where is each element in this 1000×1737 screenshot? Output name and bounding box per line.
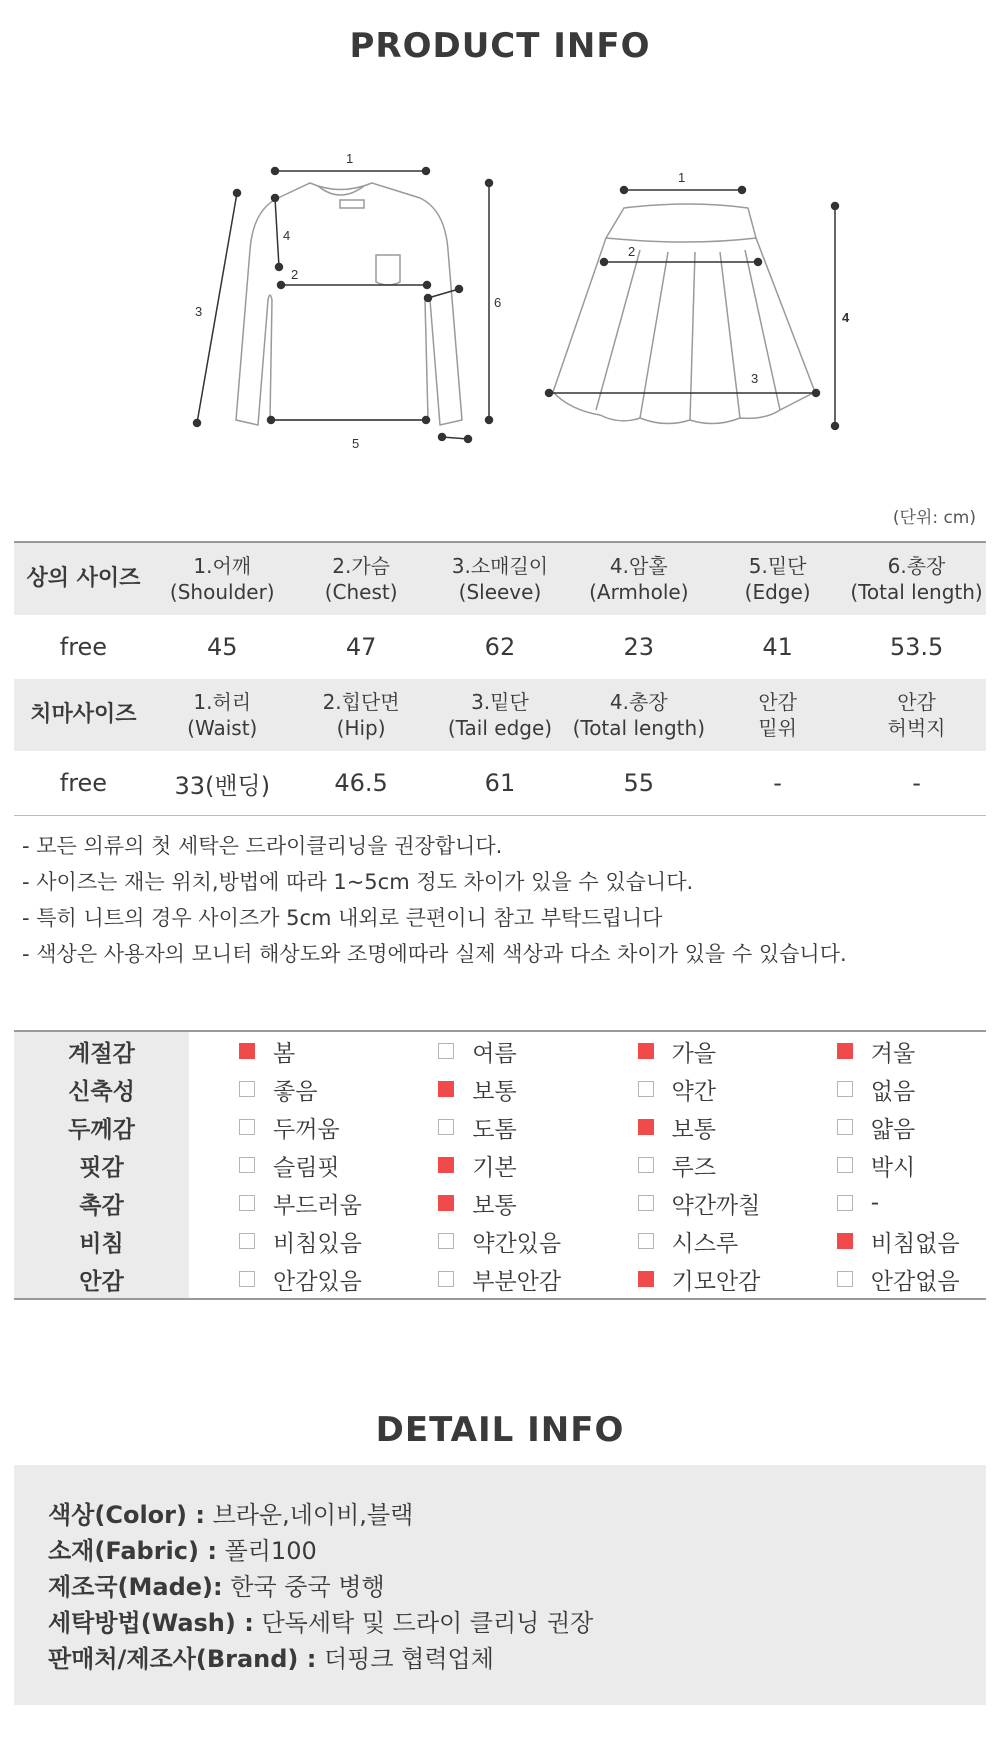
checked-box-icon (638, 1043, 654, 1059)
feel-option (588, 1263, 787, 1296)
feel-option (189, 1111, 388, 1144)
feel-option-cell (588, 1031, 787, 1070)
top-size-header-cell: 4.암홀 (Armhole) (569, 542, 708, 615)
skirt-size-header-label: 치마사이즈 (14, 679, 153, 751)
feel-option-cell (588, 1146, 787, 1184)
feel-option (388, 1187, 587, 1220)
top-size-cell: 45 (153, 615, 292, 680)
checked-box-icon (239, 1043, 255, 1059)
checked-box-icon (638, 1119, 654, 1135)
detail-row-fabric (48, 1531, 317, 1566)
feel-row (14, 1031, 986, 1070)
skirt-size-cell: free (14, 751, 153, 816)
detail-key: 소재(Fabric) : (48, 1537, 217, 1565)
feel-option-cell (388, 1184, 587, 1222)
feel-option (787, 1111, 986, 1144)
feel-option-label: 도톰 (472, 1116, 517, 1143)
feel-category: 핏감 (14, 1146, 189, 1184)
feel-option-label: 약간있음 (472, 1230, 562, 1257)
feel-category: 비침 (14, 1222, 189, 1260)
feel-option (588, 1111, 787, 1144)
feel-option-label: 비침있음 (273, 1230, 362, 1257)
skirt-size-header-cell: 4.총장 (Total length) (569, 679, 708, 751)
feel-option (588, 1035, 787, 1068)
top-measure-labels (195, 151, 501, 451)
feel-option-cell (787, 1108, 986, 1146)
checked-box-icon (837, 1233, 853, 1249)
feel-option-label: 기모안감 (671, 1268, 761, 1295)
feel-option-cell (189, 1146, 388, 1184)
feel-option (588, 1149, 787, 1182)
feel-option (787, 1149, 986, 1182)
detail-row-brand (48, 1639, 494, 1674)
feel-option-cell (787, 1031, 986, 1070)
skirt-label-3: 3 (751, 371, 759, 386)
feel-option-cell (388, 1260, 587, 1299)
feel-option (388, 1149, 587, 1182)
top-size-header-cell: 1.어깨 (Shoulder) (153, 542, 292, 615)
feel-option-cell (189, 1070, 388, 1108)
feel-option (588, 1225, 787, 1258)
feel-option-label: 보통 (671, 1116, 716, 1143)
detail-row-color (48, 1495, 413, 1530)
feel-option (189, 1187, 388, 1220)
product-info-title: PRODUCT INFO (349, 26, 651, 66)
skirt-measure-labels (628, 170, 850, 386)
top-size-value-row (14, 615, 986, 680)
detail-value: 단독세탁 및 드라이 클리닝 권장 (261, 1609, 594, 1637)
unchecked-box-icon (239, 1233, 255, 1249)
feel-row (14, 1108, 986, 1146)
top-label-1: 1 (346, 151, 354, 166)
feel-option-label: 겨울 (870, 1040, 916, 1067)
feel-option-label: 기본 (472, 1154, 517, 1181)
feel-category: 안감 (14, 1260, 189, 1299)
feel-option (388, 1111, 587, 1144)
top-label-2: 2 (291, 267, 299, 282)
feel-option-cell (388, 1108, 587, 1146)
feel-option-label: 부분안감 (472, 1268, 562, 1295)
top-label-5: 5 (352, 436, 360, 451)
feel-option-label: 시스루 (671, 1230, 739, 1257)
detail-key: 세탁방법(Wash) : (48, 1609, 254, 1637)
unchecked-box-icon (638, 1081, 654, 1097)
feel-option-label: 안감있음 (273, 1268, 362, 1295)
feel-option-cell (787, 1260, 986, 1299)
care-note: - 사이즈는 재는 위치,방법에 따라 1~5cm 정도 차이가 있을 수 있습니다. (22, 870, 694, 894)
top-size-header-cell: 2.가슴 (Chest) (292, 542, 431, 615)
top-size-cell: free (14, 615, 153, 680)
feel-option (787, 1263, 986, 1296)
detail-info-panel (14, 1465, 986, 1705)
feel-option-label: 부드러움 (273, 1192, 362, 1219)
unchecked-box-icon (837, 1157, 853, 1173)
feel-option-cell (388, 1222, 587, 1260)
top-size-header-cell: 5.밑단 (Edge) (708, 542, 847, 615)
feel-category: 계절감 (14, 1031, 189, 1070)
top-label-3: 3 (195, 304, 203, 319)
skirt-label-4: 4 (842, 310, 850, 325)
feel-option-label: 약간까칠 (671, 1192, 761, 1219)
skirt-size-header-cell: 안감 밑위 (708, 679, 847, 751)
top-size-table (14, 541, 986, 681)
checked-box-icon (438, 1157, 454, 1173)
unit-note: (단위: cm) (892, 508, 976, 528)
feel-option (388, 1225, 587, 1258)
skirt-size-cell: 55 (569, 751, 708, 816)
feel-option-cell (189, 1108, 388, 1146)
top-label-6: 6 (494, 295, 502, 310)
unchecked-box-icon (638, 1195, 654, 1211)
skirt-label-1: 1 (678, 170, 686, 185)
top-size-cell: 53.5 (847, 615, 986, 680)
skirt-size-cell: 33(밴딩) (153, 751, 292, 816)
feel-row (14, 1146, 986, 1184)
skirt-size-header-row (14, 679, 986, 751)
detail-value: 더핑크 협력업체 (324, 1645, 494, 1673)
checked-box-icon (638, 1271, 654, 1287)
skirt-size-value-row (14, 751, 986, 816)
feel-option-cell (588, 1222, 787, 1260)
feel-row (14, 1260, 986, 1299)
feel-option-label: 좋음 (273, 1078, 318, 1105)
feel-option-label: 슬림핏 (273, 1154, 340, 1181)
detail-value: 브라운,네이비,블랙 (212, 1501, 414, 1529)
unchecked-box-icon (438, 1271, 454, 1287)
checked-box-icon (438, 1195, 454, 1211)
care-note: - 모든 의류의 첫 세탁은 드라이클리닝을 권장합니다. (22, 834, 503, 858)
feel-option-label: 약간 (671, 1078, 716, 1105)
top-size-header-cell: 3.소매길이 (Sleeve) (431, 542, 570, 615)
feel-option-label: 루즈 (671, 1154, 716, 1181)
feel-option (189, 1149, 388, 1182)
top-size-header-cell: 6.총장 (Total length) (847, 542, 986, 615)
feel-option-cell (588, 1260, 787, 1299)
skirt-size-table (14, 679, 986, 816)
detail-row-wash (48, 1603, 593, 1638)
unchecked-box-icon (837, 1195, 853, 1211)
skirt-measure-lines (546, 187, 839, 430)
skirt-size-cell: - (847, 751, 986, 816)
care-note: - 색상은 사용자의 모니터 해상도와 조명에따라 실제 색상과 다소 차이가 있을 수 있습니다. (22, 942, 847, 966)
feel-option-cell (588, 1184, 787, 1222)
feel-option-cell (388, 1031, 587, 1070)
feel-option-cell (787, 1070, 986, 1108)
feel-category: 신축성 (14, 1070, 189, 1108)
skirt-label-2: 2 (628, 244, 636, 259)
feel-option-label: 여름 (472, 1040, 517, 1067)
checked-box-icon (837, 1043, 853, 1059)
feel-option (388, 1263, 587, 1296)
feel-option-label: 가을 (671, 1040, 716, 1067)
feel-option-cell (189, 1222, 388, 1260)
feel-option-label: 두꺼움 (273, 1116, 340, 1143)
detail-key: 색상(Color) : (48, 1501, 205, 1529)
unchecked-box-icon (239, 1119, 255, 1135)
unchecked-box-icon (837, 1271, 853, 1287)
top-garment-illustration (236, 183, 462, 425)
unchecked-box-icon (837, 1119, 853, 1135)
feel-option (189, 1225, 388, 1258)
unchecked-box-icon (438, 1233, 454, 1249)
feel-option-label: 박시 (870, 1154, 916, 1181)
detail-value: 한국 중국 병행 (230, 1573, 385, 1601)
top-size-cell: 47 (292, 615, 431, 680)
unchecked-box-icon (837, 1081, 853, 1097)
unchecked-box-icon (638, 1157, 654, 1173)
skirt-size-header-cell: 1.허리 (Waist) (153, 679, 292, 751)
unchecked-box-icon (438, 1119, 454, 1135)
feel-option-label: 보통 (472, 1192, 517, 1219)
feel-option-cell (787, 1146, 986, 1184)
feel-option-cell (588, 1070, 787, 1108)
feel-option (388, 1073, 587, 1106)
feel-row (14, 1222, 986, 1260)
feel-category: 촉감 (14, 1184, 189, 1222)
size-diagram (0, 0, 1000, 470)
feel-option-label: 봄 (273, 1040, 296, 1067)
feel-option-label: 없음 (870, 1078, 916, 1105)
skirt-size-header-cell: 안감 허벅지 (847, 679, 986, 751)
feel-option (787, 1035, 986, 1068)
feel-option-label: - (870, 1190, 880, 1216)
skirt-size-header-cell: 3.밑단 (Tail edge) (431, 679, 570, 751)
feel-option (787, 1225, 986, 1258)
feel-option-label: 얇음 (870, 1116, 916, 1143)
feel-option-cell (189, 1031, 388, 1070)
care-notes (22, 828, 847, 972)
feel-category: 두께감 (14, 1108, 189, 1146)
feel-option (189, 1035, 388, 1068)
feel-option-label: 안감없음 (870, 1268, 960, 1295)
top-label-4: 4 (283, 228, 291, 243)
care-note: - 특히 니트의 경우 사이즈가 5cm 내외로 큰편이니 참고 부탁드립니다 (22, 906, 663, 930)
skirt-size-cell: 61 (431, 751, 570, 816)
unchecked-box-icon (239, 1081, 255, 1097)
top-size-header-row (14, 542, 986, 615)
unchecked-box-icon (638, 1233, 654, 1249)
skirt-illustration (553, 204, 815, 424)
detail-value: 폴리100 (224, 1537, 317, 1565)
unchecked-box-icon (438, 1043, 454, 1059)
feel-option (787, 1073, 986, 1106)
feel-option (388, 1035, 587, 1068)
feel-option-cell (388, 1070, 587, 1108)
feel-option (588, 1187, 787, 1220)
checked-box-icon (438, 1081, 454, 1097)
feel-option-cell (588, 1108, 787, 1146)
detail-key: 제조국(Made): (48, 1573, 223, 1601)
feel-option (189, 1263, 388, 1296)
skirt-size-header-cell: 2.힙단면 (Hip) (292, 679, 431, 751)
detail-info-title: DETAIL INFO (375, 1410, 625, 1450)
feel-option-cell (388, 1146, 587, 1184)
feel-row (14, 1070, 986, 1108)
feel-option (189, 1073, 388, 1106)
feel-option (588, 1073, 787, 1106)
feel-row (14, 1184, 986, 1222)
unchecked-box-icon (239, 1195, 255, 1211)
feel-option-cell (189, 1260, 388, 1299)
feel-option-cell (787, 1184, 986, 1222)
feel-option-cell (787, 1222, 986, 1260)
feel-option-label: 비침없음 (870, 1230, 960, 1257)
detail-row-made (48, 1567, 385, 1602)
top-size-cell: 23 (569, 615, 708, 680)
skirt-size-cell: - (708, 751, 847, 816)
top-size-cell: 62 (431, 615, 570, 680)
unchecked-box-icon (239, 1271, 255, 1287)
detail-key: 판매처/제조사(Brand) : (48, 1645, 317, 1673)
fabric-feel-table (14, 1030, 986, 1300)
feel-option-cell (189, 1184, 388, 1222)
top-size-cell: 41 (708, 615, 847, 680)
skirt-size-cell: 46.5 (292, 751, 431, 816)
feel-option (787, 1190, 986, 1216)
unchecked-box-icon (239, 1157, 255, 1173)
feel-option-label: 보통 (472, 1078, 517, 1105)
top-size-header-label: 상의 사이즈 (14, 542, 153, 615)
